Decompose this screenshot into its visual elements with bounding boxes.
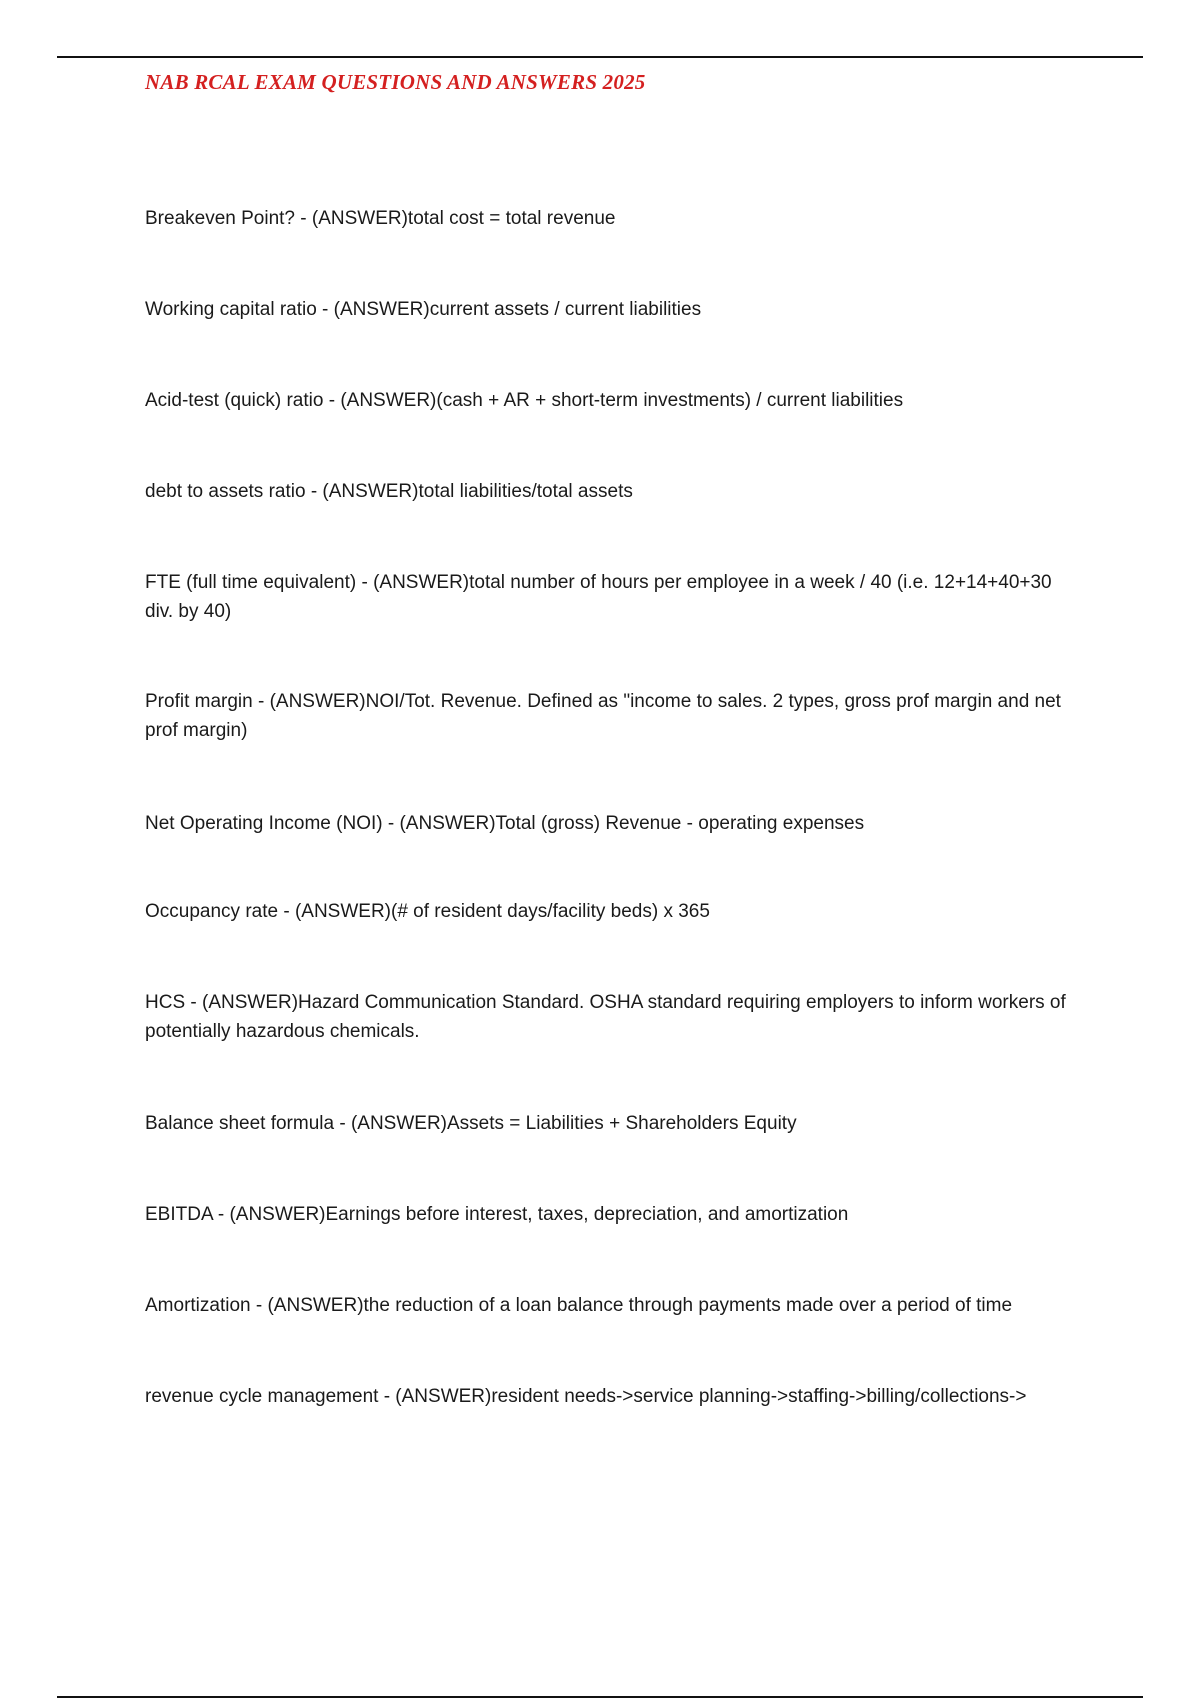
qa-item-net-operating-income: Net Operating Income (NOI) - (ANSWER)Total (gross) Revenue - operating expenses	[145, 813, 865, 834]
qa-item-fte: FTE (full time equivalent) - (ANSWER)total number of hours per employee in a week / 40 (i.e. 12+14+40+30 div. by 40)	[145, 572, 1052, 622]
qa-item-profit-margin: Profit margin - (ANSWER)NOI/Tot. Revenue. Defined as "income to sales. 2 types, gross prof margin and net prof margin)	[145, 691, 1061, 741]
document-title: NAB RCAL EXAM QUESTIONS AND ANSWERS 2025	[145, 70, 646, 94]
footer-rule	[57, 1696, 1143, 1698]
header-rule	[57, 56, 1143, 58]
qa-item-revenue-cycle-management: revenue cycle management - (ANSWER)resident needs->service planning->staffing->billing/collections->	[145, 1386, 1027, 1407]
qa-item-debt-to-assets-ratio: debt to assets ratio - (ANSWER)total liabilities/total assets	[145, 481, 633, 502]
qa-item-hcs: HCS - (ANSWER)Hazard Communication Standard. OSHA standard requiring employers to inform workers of potentially hazardous chemicals.	[145, 992, 1066, 1042]
qa-item-ebitda: EBITDA - (ANSWER)Earnings before interest, taxes, depreciation, and amortization	[145, 1204, 849, 1225]
qa-item-breakeven-point: Breakeven Point? - (ANSWER)total cost = total revenue	[145, 208, 616, 229]
qa-item-acid-test-ratio: Acid-test (quick) ratio - (ANSWER)(cash + AR + short-term investments) / current liabilities	[145, 390, 904, 411]
qa-item-working-capital-ratio: Working capital ratio - (ANSWER)current assets / current liabilities	[145, 299, 702, 320]
qa-item-balance-sheet-formula: Balance sheet formula - (ANSWER)Assets = Liabilities + Shareholders Equity	[145, 1113, 797, 1134]
qa-item-amortization: Amortization - (ANSWER)the reduction of a loan balance through payments made over a period of time	[145, 1295, 1013, 1316]
qa-item-occupancy-rate: Occupancy rate - (ANSWER)(# of resident days/facility beds) x 365	[145, 901, 710, 922]
